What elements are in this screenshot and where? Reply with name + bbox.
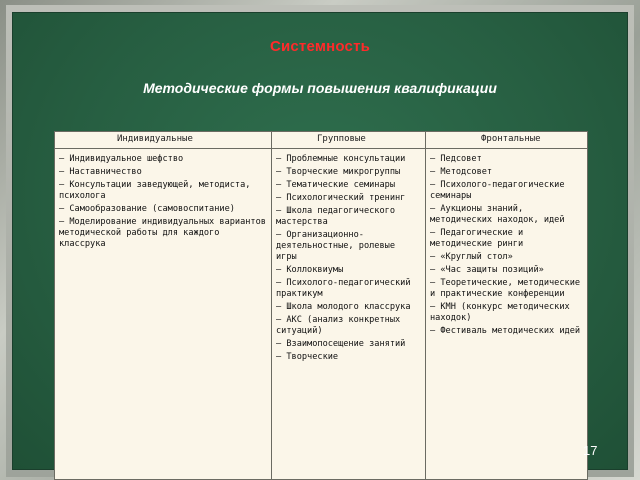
column-divider — [425, 132, 426, 479]
list-item: – Консультации заведующей, методиста, психолога — [59, 180, 251, 201]
column-frontal — [430, 154, 584, 339]
list-item: – «Час защиты позиций» — [430, 265, 544, 275]
list-item: – Тематические семинары — [276, 180, 395, 190]
page-number: 17 — [583, 443, 598, 458]
list-item: – Аукционы знаний, методических находок, идей — [430, 204, 565, 225]
header-divider — [55, 148, 587, 149]
list-item: – Педсовет — [430, 154, 482, 164]
header-group: Групповые — [317, 134, 366, 144]
header-frontal: Фронтальные — [481, 134, 541, 144]
list-item: – Школа педагогического мастерства — [276, 206, 395, 227]
list-item: – «Круглый стол» — [430, 252, 513, 262]
list-item: – Индивидуальное шефство — [59, 154, 184, 164]
list-item: – Педагогические и методические ринги — [430, 228, 524, 249]
column-group — [276, 154, 420, 365]
column-individual — [59, 154, 267, 252]
list-item: – Психолого-педагогический практикум — [276, 278, 411, 299]
list-item: – Творческие микрогруппы — [276, 167, 401, 177]
list-item: – Психологический тренинг — [276, 193, 406, 203]
list-item: – Теоретические, методические и практические конференции — [430, 278, 581, 299]
list-item: – АКС (анализ конкретных ситуаций) — [276, 315, 401, 336]
header-individual: Индивидуальные — [117, 134, 193, 144]
list-item: – Организационно-деятельностные, ролевые игры — [276, 230, 395, 262]
list-item: – Творческие — [276, 352, 339, 362]
forms-table — [54, 131, 588, 480]
list-item: – Фестиваль методических идей — [430, 326, 581, 336]
list-item: – Психолого-педагогические семинары — [430, 180, 565, 201]
list-item: – Наставничество — [59, 167, 142, 177]
list-item: – Самообразование (самовоспитание) — [59, 204, 235, 214]
list-item: – Школа молодого классрука — [276, 302, 411, 312]
slide-subtitle: Методические формы повышения квалификации — [143, 80, 497, 96]
list-item: – Проблемные консультации — [276, 154, 406, 164]
slide-title: Системность — [269, 38, 371, 55]
list-item: – Взаимопосещение занятий — [276, 339, 406, 349]
list-item: – Моделирование индивидуальных вариантов методической работы для каждого классрука — [59, 217, 266, 249]
list-item: – КМН (конкурс методических находок) — [430, 302, 570, 323]
list-item: – Коллоквиумы — [276, 265, 344, 275]
list-item: – Методсовет — [430, 167, 493, 177]
column-divider — [271, 132, 272, 479]
